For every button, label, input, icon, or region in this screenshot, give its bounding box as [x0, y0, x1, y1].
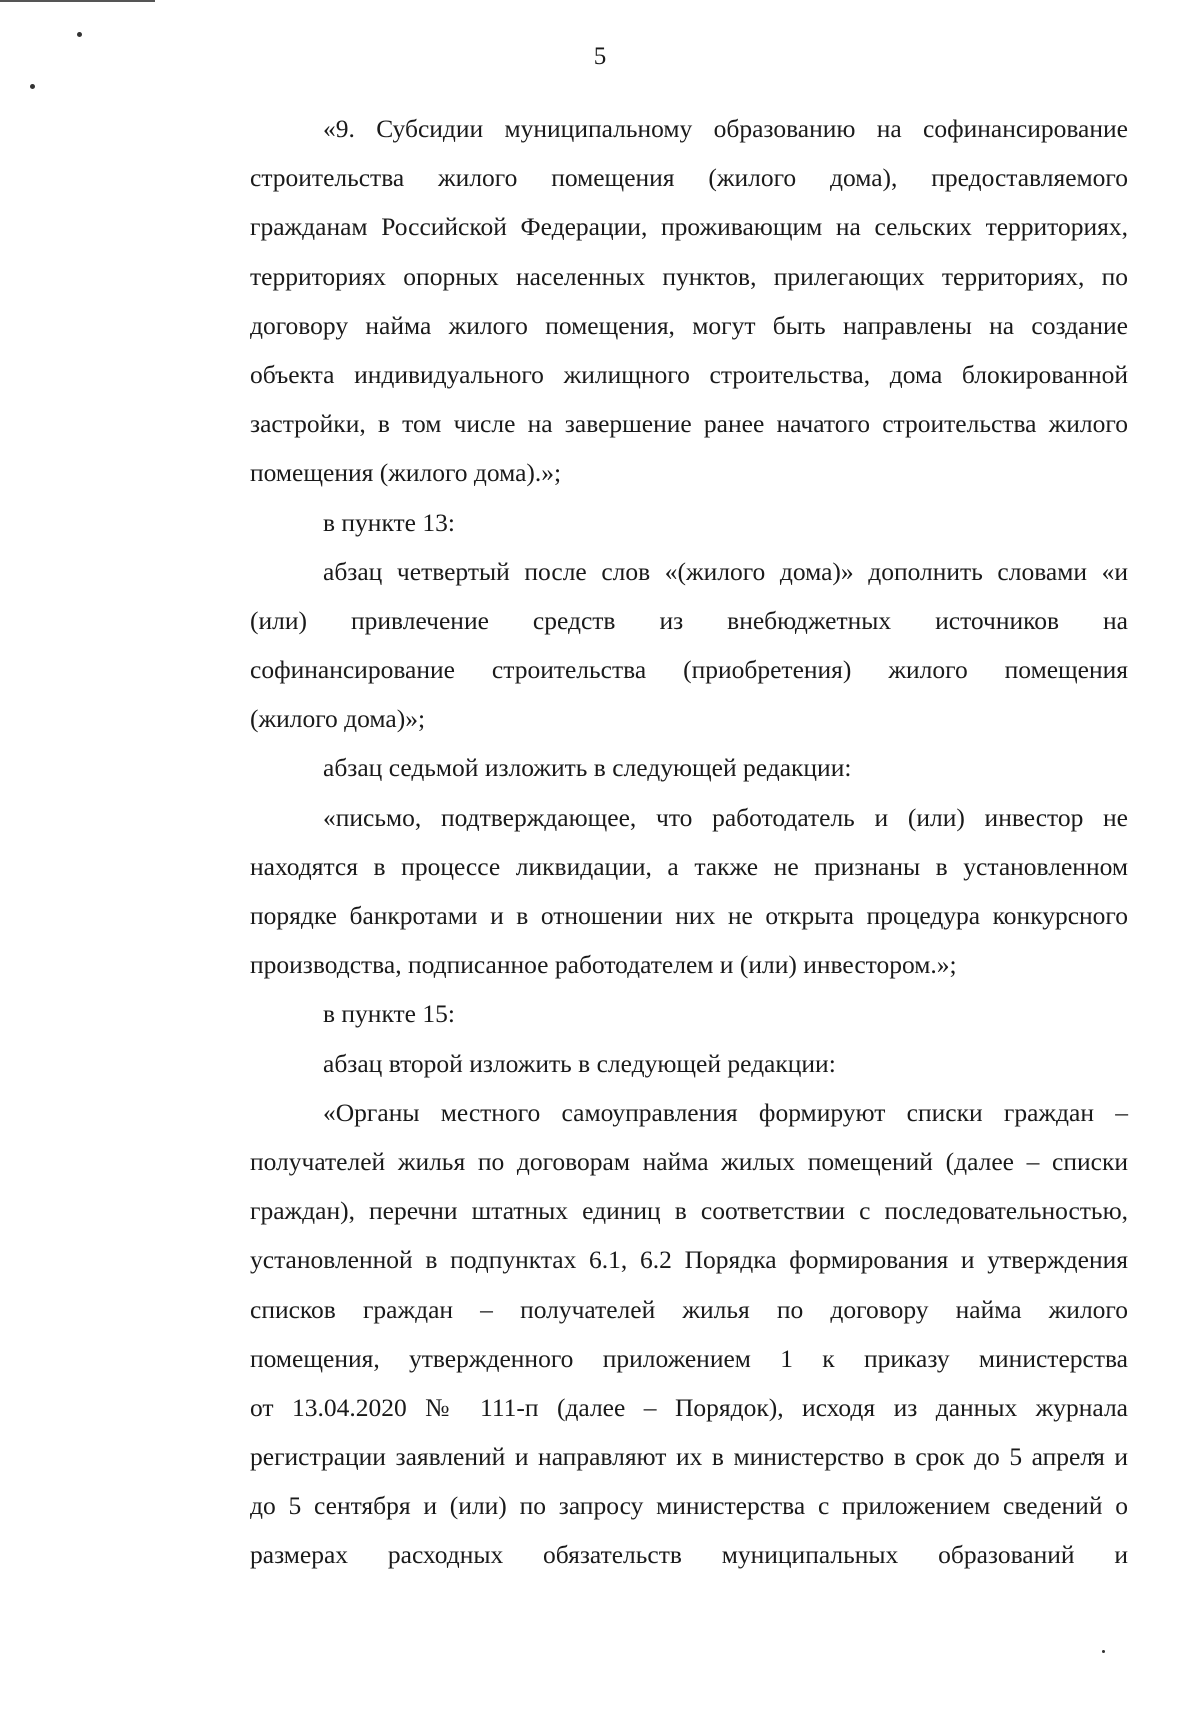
text-line: абзац седьмой изложить в следующей редакции:	[323, 753, 852, 783]
scan-speck	[77, 32, 82, 37]
text-line: «письмо, подтверждающее, что работодатель и (или) инвестор не	[323, 802, 1128, 832]
text-line: «9. Субсидии муниципальному образованию на софинансирование	[323, 114, 1128, 143]
paragraph-local-authorities	[177, 1088, 1128, 1580]
text-line: в пункте 13:	[323, 507, 455, 537]
text-line: граждан), перечни штатных единиц в соответствии с последовательностью,	[250, 1196, 1128, 1226]
text-line: абзац четвертый после слов «(жилого дома)» дополнить словами «и	[323, 556, 1128, 586]
text-line: «Органы местного самоуправления формируют списки граждан –	[323, 1097, 1128, 1127]
text-line: от 13.04.2020 № 111-п (далее – Порядок), исходя из данных журнала	[250, 1392, 1128, 1422]
scan-edge-line	[0, 0, 155, 2]
text-line: застройки, в том числе на завершение ранее начатого строительства жилого	[250, 409, 1128, 439]
paragraph-fourth-abzac	[177, 547, 1128, 744]
text-line: софинансирование строительства (приобретения) жилого помещения	[250, 655, 1128, 685]
paragraph-point-13-heading	[177, 498, 1128, 547]
paragraph-seventh-abzac-heading	[177, 743, 1128, 792]
page-number: 5	[593, 43, 607, 70]
paragraph-point-15-heading	[177, 989, 1128, 1038]
scan-speck	[30, 84, 35, 89]
text-line: регистрации заявлений и направляют их в министерство в срок до 5 апреля и	[250, 1442, 1128, 1472]
text-line: получателей жилья по договорам найма жилых помещений (далее – списки	[250, 1146, 1128, 1176]
text-line: размерах расходных обязательств муниципальных образований и	[250, 1540, 1128, 1570]
text-line: производства, подписанное работодателем и (или) инвестором.»;	[250, 950, 957, 980]
text-line: (жилого дома)»;	[250, 704, 426, 734]
text-line: (или) привлечение средств из внебюджетных источников на	[250, 605, 1128, 635]
text-line: помещения (жилого дома).»;	[250, 458, 562, 488]
text-line: территориях опорных населенных пунктов, прилегающих территориях, по	[250, 261, 1128, 291]
text-line: объекта индивидуального жилищного строительства, дома блокированной	[250, 359, 1128, 389]
text-line: порядке банкротами и в отношении них не открыта процедура конкурсного	[250, 901, 1128, 930]
text-line: договору найма жилого помещения, могут быть направлены на создание	[250, 310, 1128, 340]
document-body	[177, 104, 1128, 1580]
text-line: строительства жилого помещения (жилого дома), предоставляемого	[250, 163, 1128, 193]
text-line: списков граждан – получателей жилья по договору найма жилого	[250, 1294, 1128, 1324]
paragraph-subsidy-clause-9	[177, 104, 1128, 498]
text-line: в пункте 15:	[323, 999, 455, 1029]
paragraph-employer-letter	[177, 793, 1128, 990]
text-line: находятся в процессе ликвидации, а также не признаны в установленном	[250, 851, 1128, 881]
text-line: до 5 сентября и (или) по запросу министерства с приложением сведений о	[250, 1491, 1128, 1521]
text-line: абзац второй изложить в следующей редакции:	[323, 1048, 836, 1078]
text-line: установленной в подпунктах 6.1, 6.2 Порядка формирования и утверждения	[250, 1245, 1128, 1275]
scan-speck	[1102, 1650, 1105, 1653]
paragraph-second-abzac-heading	[177, 1039, 1128, 1088]
text-line: гражданам Российской Федерации, проживающим на сельских территориях,	[250, 212, 1128, 242]
text-line: помещения, утвержденного приложением 1 к приказу министерства	[250, 1343, 1128, 1373]
